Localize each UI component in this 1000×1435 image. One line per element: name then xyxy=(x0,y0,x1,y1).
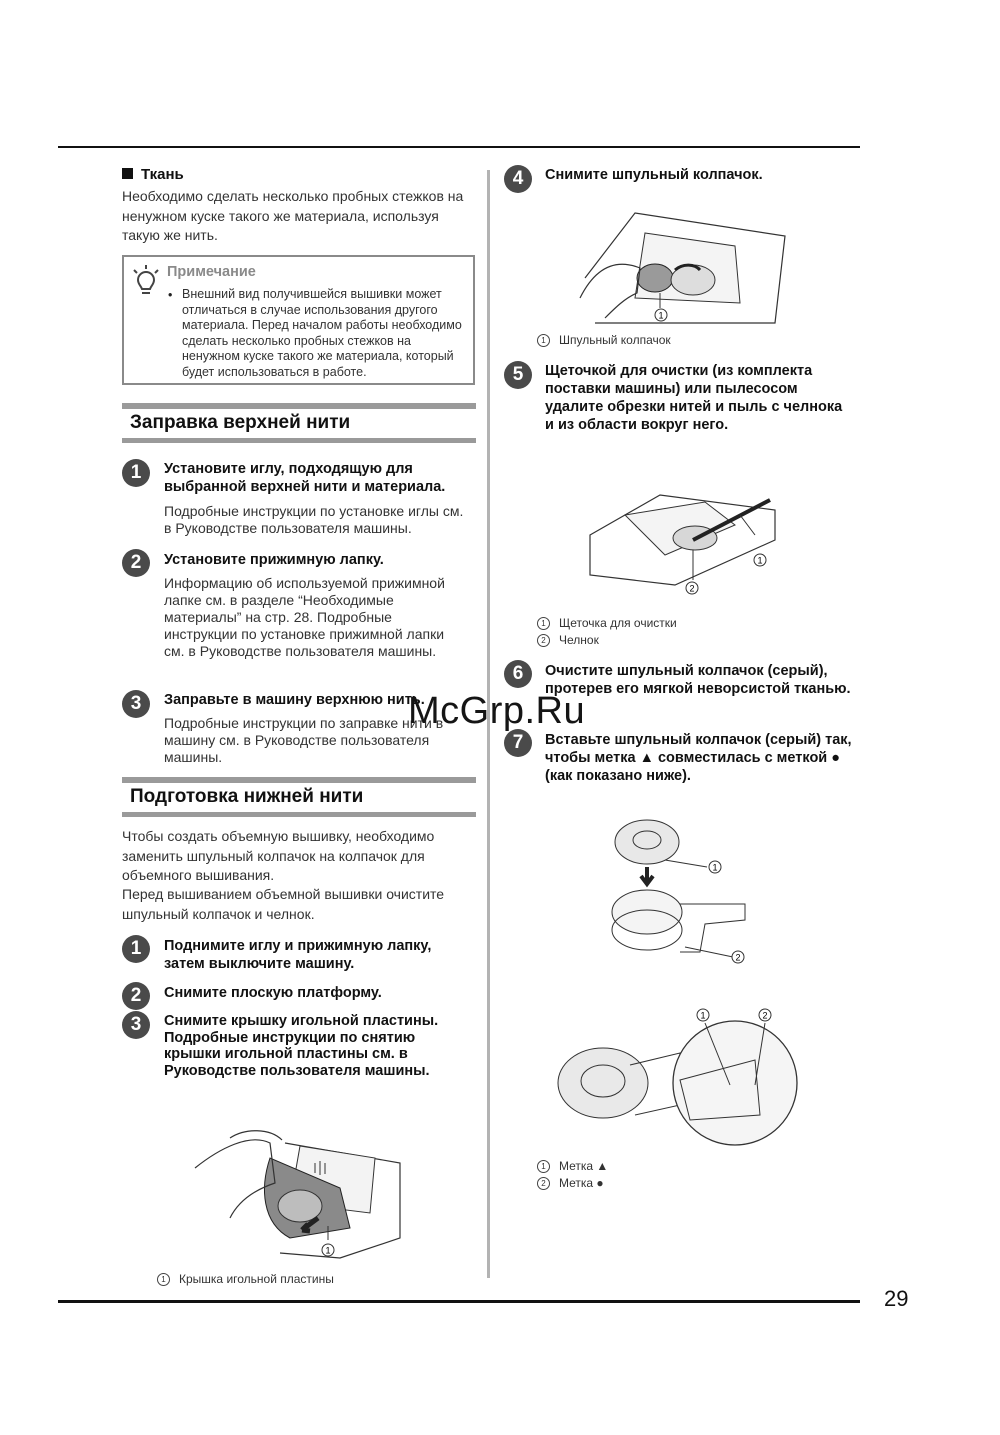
step-title: Снимите плоскую платформу. xyxy=(164,985,382,1001)
lower-intro-2: Перед вышиванием объемной вышивки очистите шпульный колпачок и челнок. xyxy=(122,886,445,922)
needle-plate-cover-illustration xyxy=(190,1128,405,1263)
step-number: 7 xyxy=(504,729,532,757)
section-band-lower-thread xyxy=(122,777,476,817)
caption-marker: 2 xyxy=(537,634,550,647)
step-title: Заправьте в машину верхнюю нить. xyxy=(164,692,425,708)
caption-text: Метка ▲ xyxy=(559,1159,609,1173)
section-band-upper-thread xyxy=(122,403,476,443)
step-number: 3 xyxy=(122,1011,150,1039)
fig3-caption xyxy=(157,1272,334,1286)
step-number: 6 xyxy=(504,660,532,688)
header-rule xyxy=(58,146,860,148)
step-number: 5 xyxy=(504,361,532,389)
watermark: McGrp.Ru xyxy=(408,690,586,732)
caption-text: Челнок xyxy=(559,633,599,647)
fig-label-one: 1 xyxy=(325,1245,331,1256)
step-title: Вставьте шпульный колпачок (серый) так, чтобы метка ▲ совместилась с меткой ● (как показано ниже). xyxy=(545,732,852,784)
step-title: Щеточкой для очистки (из комплекта поставки машины) или пылесосом удалите обрезки нитей и пыль с челнока и из области вокруг него. xyxy=(545,363,843,433)
fig-label-one: 1 xyxy=(712,862,718,873)
caption-text: Шпульный колпачок xyxy=(559,333,671,347)
step-title: Очистите шпульный колпачок (серый), протерев его мягкой неворсистой тканью. xyxy=(545,663,851,697)
footer-rule xyxy=(58,1300,860,1303)
caption-text: Метка ● xyxy=(559,1176,604,1190)
lower-intro-1: Чтобы создать объемную вышивку, необходимо заменить шпульный колпачок на колпачок для объемного вышивания. xyxy=(122,828,435,883)
step-title: Установите иглу, подходящую для выбранной верхней нити и материала. xyxy=(164,461,446,495)
step-body: Информацию об используемой прижимной лапке см. в разделе “Необходимые материалы” на стр. 28. Подробные инструкции по установке прижимной лапки см. в Руководстве пользователя машины. xyxy=(164,575,445,659)
note-title: Примечание xyxy=(167,264,256,280)
cleaning-brush-illustration xyxy=(585,480,785,598)
step-number: 3 xyxy=(122,690,150,718)
caption-marker: 1 xyxy=(537,617,550,630)
bobbin-case-removal-illustration xyxy=(575,208,790,328)
note-bullet: • xyxy=(168,288,173,302)
step-number: 2 xyxy=(122,982,150,1010)
caption-marker: 1 xyxy=(157,1273,170,1286)
step-body: Подробные инструкции по установке иглы см. в Руководстве пользователя машины. xyxy=(164,503,464,536)
bobbin-case-inserted-illustration xyxy=(555,1005,800,1155)
step-number: 4 xyxy=(504,165,532,193)
caption-marker: 2 xyxy=(537,1177,550,1190)
step-body: Подробные инструкции по заправке нити в машину см. в Руководстве пользователя машины. xyxy=(164,715,444,765)
page-number: 29 xyxy=(884,1286,909,1311)
section-title-upper-thread: Заправка верхней нити xyxy=(130,412,351,433)
fig-label-two: 2 xyxy=(689,583,695,594)
fig-label-one: 1 xyxy=(700,1010,706,1021)
step-title: Снимите шпульный колпачок. xyxy=(545,167,763,183)
step5-caption-2 xyxy=(537,633,599,647)
step7-caption-1 xyxy=(537,1159,608,1173)
square-bullet-icon xyxy=(122,168,133,179)
fig-label-two: 2 xyxy=(735,952,741,963)
fabric-heading-text: Ткань xyxy=(141,166,184,183)
section-title-lower-thread: Подготовка нижней нити xyxy=(130,786,364,807)
fig-label-one: 1 xyxy=(658,310,664,321)
fabric-text: Необходимо сделать несколько пробных стежков на ненужном куске такого же материала, используя такую же нить. xyxy=(122,188,464,243)
caption-text: Крышка игольной пластины xyxy=(179,1272,334,1286)
bobbin-case-alignment-illustration xyxy=(605,812,755,967)
fabric-heading xyxy=(122,166,184,183)
caption-text: Щеточка для очистки xyxy=(559,616,677,630)
fig-label-one: 1 xyxy=(757,555,763,566)
step7-caption-2 xyxy=(537,1176,604,1190)
step-title: Поднимите иглу и прижимную лапку, затем выключите машину. xyxy=(164,938,432,972)
note-text: Внешний вид получившейся вышивки может отличаться в случае использования другого материала. Перед началом работы необходимо сделать несколько пробных стежков на ненужном куске такого же материала, который будет использоваться в работе. xyxy=(182,287,462,379)
fig-label-two: 2 xyxy=(762,1010,768,1021)
step4-caption xyxy=(537,333,671,347)
step-title: Установите прижимную лапку. xyxy=(164,552,384,568)
lightbulb-note-icon xyxy=(130,264,162,302)
step-number: 2 xyxy=(122,549,150,577)
step-number: 1 xyxy=(122,459,150,487)
step-title: Снимите крышку игольной пластины. Подробные инструкции по снятию крышки игольной пластины см. в Руководстве пользователя машины. xyxy=(164,1013,439,1079)
caption-marker: 1 xyxy=(537,1160,550,1173)
caption-marker: 1 xyxy=(537,334,550,347)
step-number: 1 xyxy=(122,935,150,963)
step5-caption-1 xyxy=(537,616,677,630)
